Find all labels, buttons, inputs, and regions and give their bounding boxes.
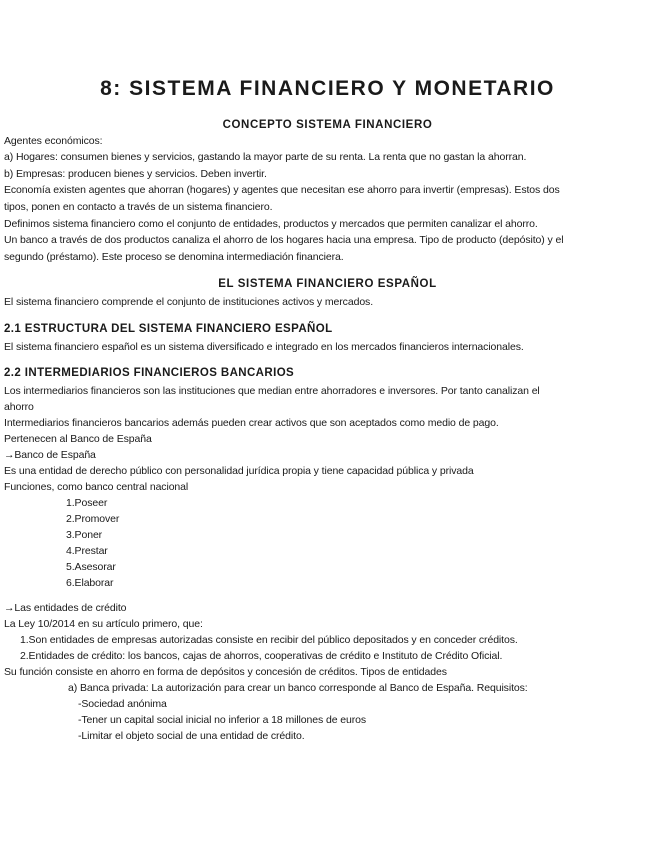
paragraph-line: Definimos sistema financiero como el conjunto de entidades, productos y mercados que permiten canalizar el ahorro.	[4, 218, 538, 230]
paragraph-line: b) Empresas: producen bienes y servicios. Deben invertir.	[4, 168, 267, 180]
paragraph-line: Pertenecen al Banco de España	[4, 433, 152, 445]
numbered-item: 2.Entidades de crédito: los bancos, cajas de ahorros, cooperativas de crédito e Instituto de Crédito Oficial.	[20, 650, 503, 662]
paragraph-line: La Ley 10/2014 en su artículo primero, que:	[4, 618, 203, 630]
function-item: 5.Asesorar	[66, 561, 116, 573]
section-heading-estructura: 2.1 ESTRUCTURA DEL SISTEMA FINANCIERO ESPAÑOL	[4, 323, 333, 335]
paragraph-line: Economía existen agentes que ahorran (hogares) y agentes que necesitan ese ahorro para invertir (empresas). Estos dos	[4, 184, 560, 196]
page-title: 8: SISTEMA FINANCIERO Y MONETARIO	[100, 77, 555, 100]
function-item: 3.Poner	[66, 529, 103, 541]
arrow-item-entidades: →Las entidades de crédito	[4, 602, 127, 614]
paragraph-line: Un banco a través de dos productos canaliza el ahorro de los hogares hacia una empresa. Tipo de producto (depósito) y el	[4, 234, 564, 246]
paragraph-line: segundo (préstamo). Este proceso se denomina intermediación financiera.	[4, 251, 344, 263]
requirement-item: -Sociedad anónima	[78, 698, 167, 710]
lettered-item: a) Banca privada: La autorización para crear un banco corresponde al Banco de España. Requisitos:	[68, 682, 528, 694]
paragraph-line: Intermediarios financieros bancarios además pueden crear activos que son aceptados como medio de pago.	[4, 417, 499, 429]
function-item: 1.Poseer	[66, 497, 108, 509]
section-heading-intermediarios: 2.2 INTERMEDIARIOS FINANCIEROS BANCARIOS	[4, 367, 295, 379]
paragraph-line: ahorro	[4, 401, 34, 413]
function-item: 2.Promover	[66, 513, 120, 525]
numbered-item: 1.Son entidades de empresas autorizadas consiste en recibir del público depositados y en conceder créditos.	[20, 634, 518, 646]
section-heading-concepto: CONCEPTO SISTEMA FINANCIERO	[222, 119, 433, 131]
paragraph-line: Agentes económicos:	[4, 135, 103, 147]
paragraph-line: Los intermediarios financieros son las instituciones que median entre ahorradores e inversores. Por tanto canalizan el	[4, 385, 540, 397]
paragraph-line: Es una entidad de derecho público con personalidad jurídica propia y tiene capacidad pública y privada	[4, 465, 474, 477]
paragraph-line: Funciones, como banco central nacional	[4, 481, 189, 493]
paragraph-line: a) Hogares: consumen bienes y servicios, gastando la mayor parte de su renta. La renta que no gastan la ahorran.	[4, 151, 527, 163]
requirement-item: -Limitar el objeto social de una entidad de crédito.	[78, 730, 305, 742]
function-item: 4.Prestar	[66, 545, 108, 557]
paragraph-line: tipos, ponen en contacto a través de un sistema financiero.	[4, 201, 273, 213]
requirement-item: -Tener un capital social inicial no inferior a 18 millones de euros	[78, 714, 367, 726]
paragraph-line: El sistema financiero español es un sistema diversificado e integrado en los mercados financieros internacionales.	[4, 341, 524, 353]
function-item: 6.Elaborar	[66, 577, 114, 589]
arrow-item-banco: →Banco de España	[4, 449, 96, 461]
section-heading-espanol: EL SISTEMA FINANCIERO ESPAÑOL	[218, 278, 437, 290]
paragraph-line: Su función consiste en ahorro en forma de depósitos y concesión de créditos. Tipos de entidades	[4, 666, 447, 678]
paragraph-line: El sistema financiero comprende el conjunto de instituciones activos y mercados.	[4, 296, 374, 308]
